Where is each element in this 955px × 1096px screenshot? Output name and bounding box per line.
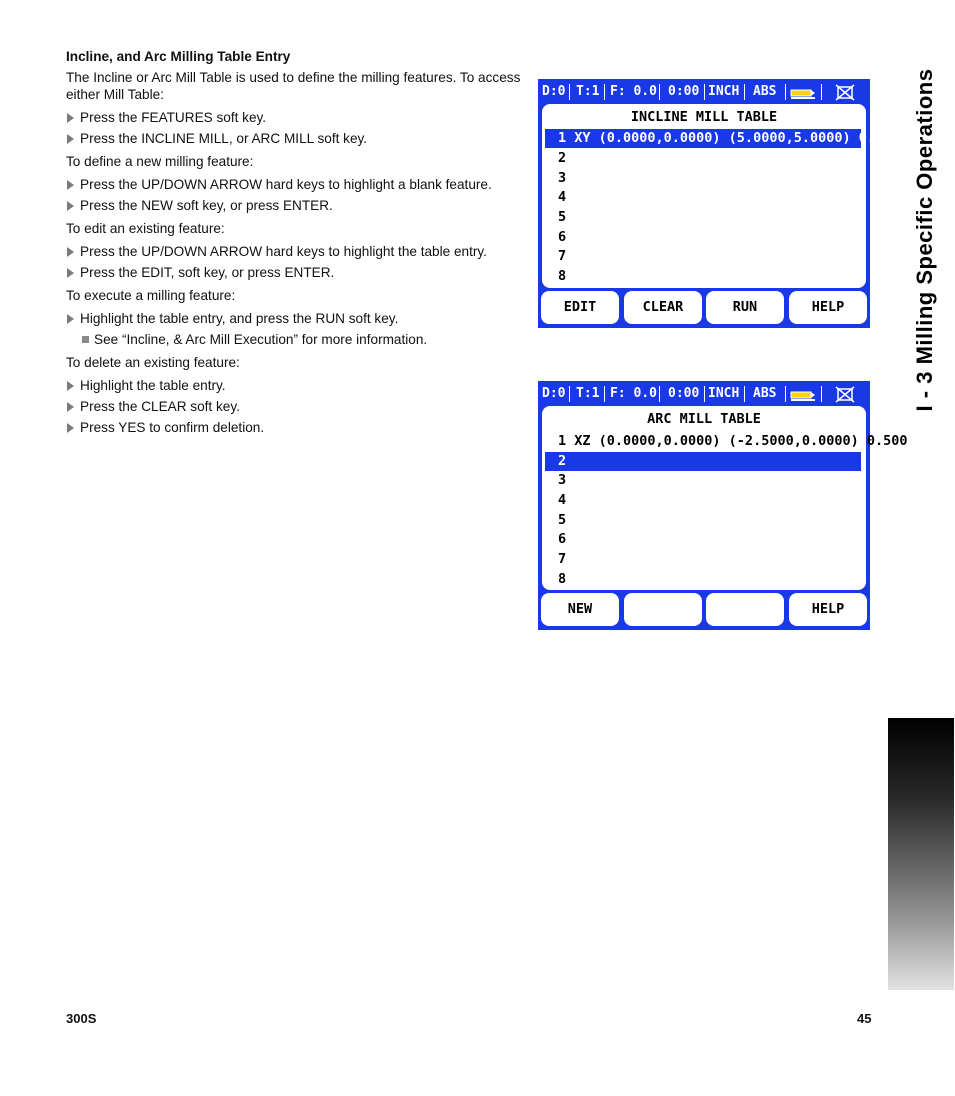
blank-softkey[interactable] — [706, 593, 784, 626]
table-row-1[interactable]: 1 XY (0.0000,0.0000) (5.0000,5.0000) 0.500 — [545, 129, 861, 148]
table-row-7[interactable]: 7 — [558, 551, 567, 567]
table-row-3[interactable]: 3 — [558, 170, 567, 186]
delete-intro: To delete an existing feature: — [66, 355, 240, 370]
status-bar — [538, 79, 870, 106]
table-row-4[interactable]: 4 — [558, 492, 567, 508]
feature-table-panel — [542, 406, 908, 590]
timer-indicator: 0:00 — [668, 386, 700, 401]
list-item-note: See “Incline, & Arc Mill Execution” for more information. — [66, 331, 521, 348]
table-row-1[interactable]: 1 XZ (0.0000,0.0000) (-2.5000,0.0000) 0.500 — [558, 433, 908, 449]
scale-factor-icon — [836, 85, 854, 104]
list-item: Press the INCLINE MILL, or ARC MILL soft key. — [66, 130, 521, 147]
intro-paragraph: The Incline or Arc Mill Table is used to define the milling features. To access either Mill Table: — [66, 70, 521, 102]
table-row-5[interactable]: 5 — [558, 512, 567, 528]
arrow-bullet-icon — [67, 201, 74, 211]
table-row-2[interactable]: 2 — [558, 150, 567, 166]
list-item: Press the NEW soft key, or press ENTER. — [66, 197, 521, 214]
tool-indicator: T:1 — [576, 386, 600, 401]
arrow-bullet-icon — [67, 180, 74, 190]
scale-factor-icon — [836, 387, 854, 406]
softkey-bar — [538, 291, 870, 325]
unit-indicator: INCH — [708, 386, 740, 401]
square-bullet-icon — [82, 336, 89, 343]
arrow-bullet-icon — [67, 423, 74, 433]
mode-indicator: ABS — [753, 386, 777, 401]
datum-indicator: D:0 — [542, 84, 566, 99]
clear-softkey[interactable]: CLEAR — [624, 291, 702, 324]
execute-steps — [66, 310, 521, 348]
table-row-8[interactable]: 8 — [558, 268, 567, 284]
arrow-bullet-icon — [67, 314, 74, 324]
edit-pencil-icon — [790, 387, 816, 406]
new-softkey[interactable]: NEW — [541, 593, 619, 626]
list-item: Highlight the table entry. — [66, 377, 521, 394]
page-number: 45 — [857, 1011, 872, 1026]
feature-table-panel — [542, 104, 900, 288]
delete-steps — [66, 377, 521, 436]
list-item: Press the CLEAR soft key. — [66, 398, 521, 415]
help-softkey[interactable]: HELP — [789, 291, 867, 324]
timer-indicator: 0:00 — [668, 84, 700, 99]
define-intro: To define a new milling feature: — [66, 154, 254, 169]
list-item: Press YES to confirm deletion. — [66, 419, 521, 436]
instructions-column — [66, 48, 521, 442]
mode-indicator: ABS — [753, 84, 777, 99]
list-item: Highlight the table entry, and press the RUN soft key. — [66, 310, 521, 327]
datum-indicator: D:0 — [542, 386, 566, 401]
table-title: INCLINE MILL TABLE — [630, 109, 778, 125]
list-item: Press the EDIT, soft key, or press ENTER. — [66, 264, 521, 281]
section-title: Incline, and Arc Milling Table Entry — [66, 49, 291, 64]
footer-model: 300S — [66, 1011, 97, 1026]
edit-steps — [66, 243, 521, 281]
list-item: Press the UP/DOWN ARROW hard keys to highlight the table entry. — [66, 243, 521, 260]
table-row-2[interactable]: 2 — [545, 452, 861, 471]
arrow-bullet-icon — [67, 402, 74, 412]
edit-pencil-icon — [790, 85, 816, 104]
run-softkey[interactable]: RUN — [706, 291, 784, 324]
table-row-4[interactable]: 4 — [558, 189, 567, 205]
table-row-6[interactable]: 6 — [558, 229, 567, 245]
execute-intro: To execute a milling feature: — [66, 288, 236, 303]
arrow-bullet-icon — [67, 134, 74, 144]
blank-softkey[interactable] — [624, 593, 702, 626]
edit-softkey[interactable]: EDIT — [541, 291, 619, 324]
chapter-tab-gradient — [888, 718, 954, 990]
incline-mill-screen — [538, 79, 900, 328]
softkey-bar — [538, 593, 870, 627]
list-item: Press the FEATURES soft key. — [66, 109, 521, 126]
feed-indicator: F: 0.0 — [610, 84, 657, 99]
tool-indicator: T:1 — [576, 84, 600, 99]
access-steps — [66, 109, 521, 147]
feed-indicator: F: 0.0 — [610, 386, 657, 401]
help-softkey[interactable]: HELP — [789, 593, 867, 626]
define-steps — [66, 176, 521, 214]
status-bar — [538, 381, 870, 408]
table-row-5[interactable]: 5 — [558, 209, 567, 225]
arrow-bullet-icon — [67, 381, 74, 391]
unit-indicator: INCH — [708, 84, 740, 99]
list-item: Press the UP/DOWN ARROW hard keys to highlight a blank feature. — [66, 176, 521, 193]
table-row-8[interactable]: 8 — [558, 571, 567, 587]
table-row-3[interactable]: 3 — [558, 472, 567, 488]
arrow-bullet-icon — [67, 247, 74, 257]
arrow-bullet-icon — [67, 268, 74, 278]
arc-mill-screen — [538, 381, 908, 630]
chapter-title-vertical: I - 3 Milling Specific Operations — [912, 68, 937, 412]
edit-intro: To edit an existing feature: — [66, 221, 225, 236]
table-row-6[interactable]: 6 — [558, 531, 567, 547]
arrow-bullet-icon — [67, 113, 74, 123]
table-title: ARC MILL TABLE — [647, 411, 761, 427]
table-row-7[interactable]: 7 — [558, 248, 567, 264]
